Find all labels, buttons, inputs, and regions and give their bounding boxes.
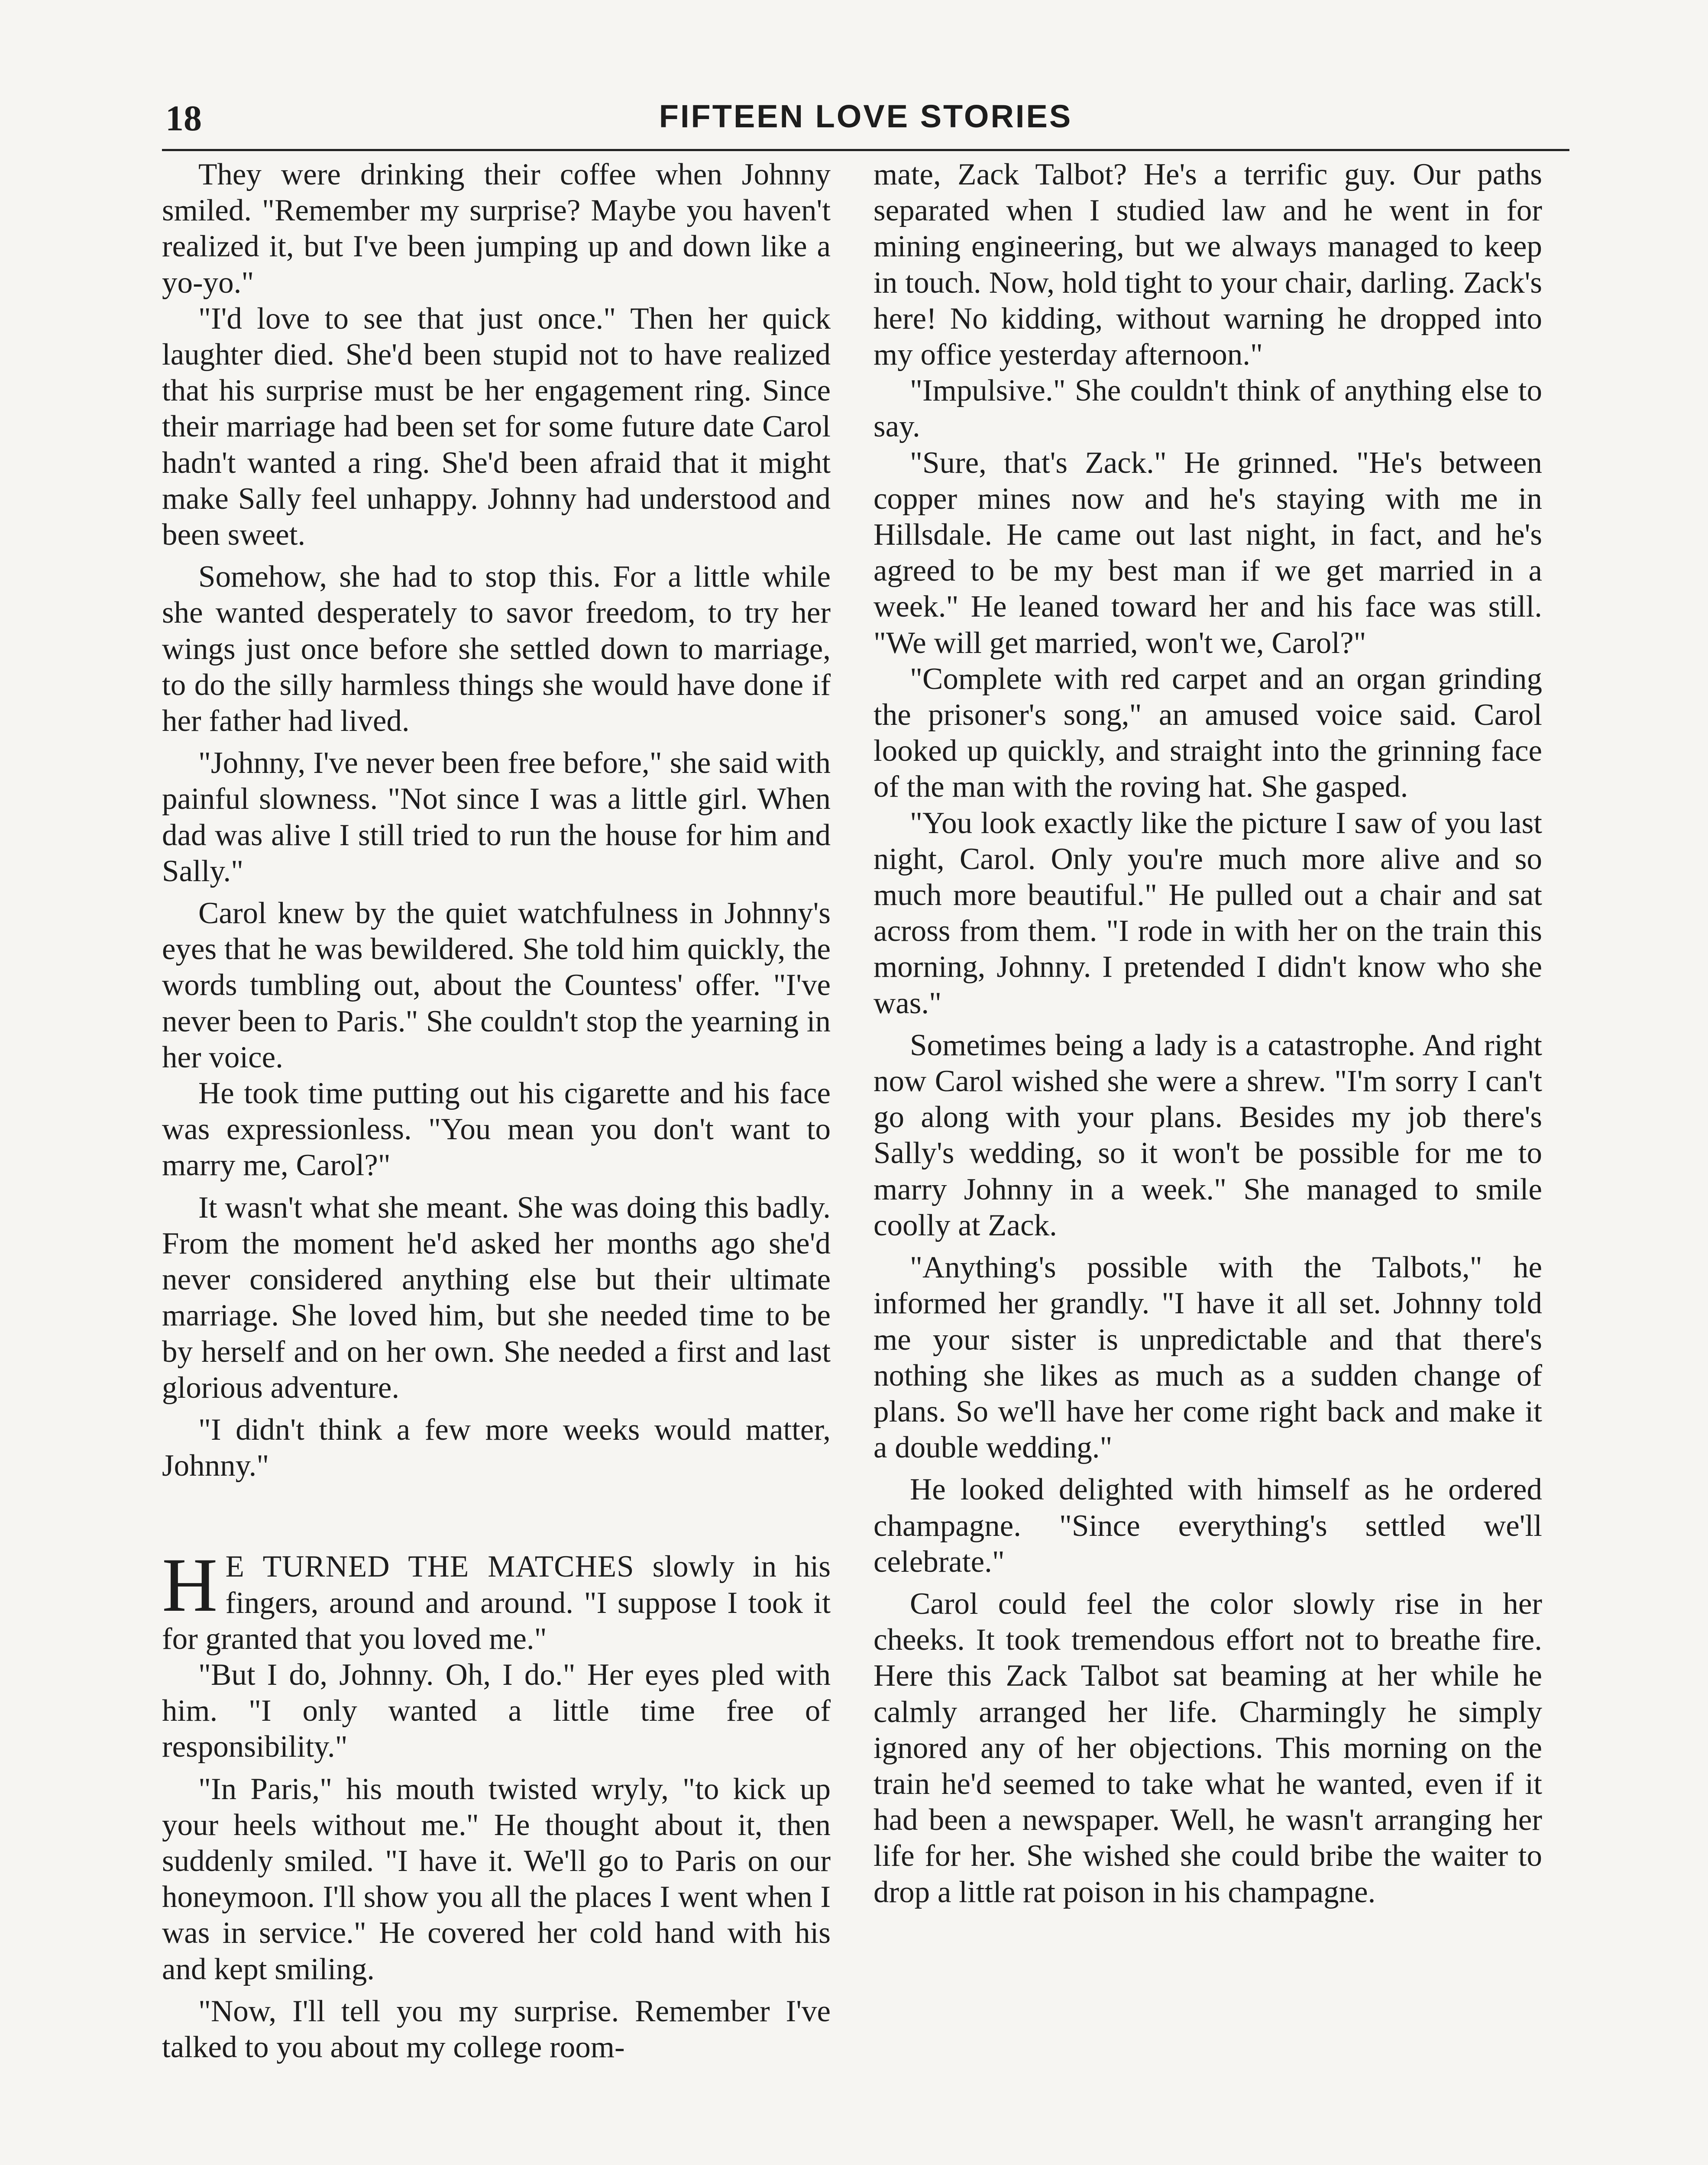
paragraph: "But I do, Johnny. Oh, I do." Her eyes pled with him. "I only wanted a little time free of responsibility.": [162, 1658, 831, 1764]
paragraph: He took time putting out his cigarette and his face was expressionless. "You mean you don't want to marry me, Carol?": [162, 1076, 831, 1183]
paragraph: Carol could feel the color slowly rise in her cheeks. It took tremendous effort not to breathe fire. Here this Zack Talbot sat beaming at her while he calmly arranged her life. Charmingly he simply ignored any of her objections. This morning on the train he'd seemed to take what he wanted, even if it had been a newspaper. Well, he wasn't arranging her life for her. She wished she could bribe the waiter to drop a little rat poison in his champagne.: [873, 1587, 1542, 1909]
paragraph: "Impulsive." She couldn't think of anything else to say.: [873, 374, 1542, 444]
paragraph: "I didn't think a few more weeks would matter, Johnny.": [162, 1412, 831, 1483]
paragraph: "Anything's possible with the Talbots," he informed her grandly. "I have it all set. Johnny told me your sister is unpredictable and that there's nothing she likes as much as a sudden change of plans. So we'll have her come right back and make it a double wedding.": [873, 1251, 1542, 1465]
right-column: [873, 157, 1542, 1910]
paragraph: Somehow, she had to stop this. For a little while she wanted desperately to savor freedom, to try her wings just once before she settled down to marriage, to do the silly harmless things she would have done if her father had lived.: [162, 560, 831, 738]
section-break: [162, 1484, 831, 1549]
paragraph: It wasn't what she meant. She was doing this badly. From the moment he'd asked her months ago she'd never considered anything else but their ultimate marriage. She loved him, but she needed time to be by herself and on her own. She needed a first and last glorious adventure.: [162, 1190, 831, 1405]
paragraph: "Sure, that's Zack." He grinned. "He's between copper mines now and he's staying with me in Hillsdale. He came out last night, in fact, and he's agreed to be my best man if we get married in a week." He leaned toward her and his face was still. "We will get married, won't we, Carol?": [873, 446, 1542, 660]
paragraph: Sometimes being a lady is a catastrophe. And right now Carol wished she were a shrew. "I'm sorry I can't go along with your plans. Besides my job there's Sally's wedding, so it won't be possible for me to marry Johnny in a week." She managed to smile coolly at Zack.: [873, 1028, 1542, 1242]
lead-in-caps: E TURNED THE MATCHES: [225, 1550, 634, 1584]
paragraph: "Complete with red carpet and an organ grinding the prisoner's song," an amused voice said. Carol looked up quickly, and straight into the grinning face of the man with the roving hat. She gasped.: [873, 662, 1542, 804]
paragraph-text: slowly in his fingers, around and around. "I suppose I took it for granted that you loved me.": [162, 1550, 831, 1656]
paragraph: "I'd love to see that just once." Then her quick laughter died. She'd been stupid not to have realized that his surprise must be her engagement ring. Since their marriage had been set for some future date Carol hadn't wanted a ring. She'd been afraid that it might make Sally feel unhappy. Johnny had understood and been sweet.: [162, 301, 831, 552]
paragraph: "Johnny, I've never been free before," she said with painful slowness. "Not since I was a little girl. When dad was alive I still tried to run the house for him and Sally.": [162, 746, 831, 888]
page-number: 18: [165, 98, 202, 139]
paragraph: Carol knew by the quiet watchfulness in Johnny's eyes that he was bewildered. She told him quickly, the words tumbling out, about the Countess' offer. "I've never been to Paris." She couldn't stop the yearning in her voice.: [162, 896, 831, 1074]
paragraph-continuation: mate, Zack Talbot? He's a terrific guy. Our paths separated when I studied law and he went in for mining engineering, but we always managed to keep in touch. Now, hold tight to your chair, darling. Zack's here! No kidding, without warning he dropped into my office yesterday afternoon.": [873, 158, 1542, 372]
paragraph: "In Paris," his mouth twisted wryly, "to kick up your heels without me." He thought about it, then suddenly smiled. "I have it. We'll go to Paris on our honeymoon. I'll show you all the places I went when I was in service." He covered her cold hand with his and kept smiling.: [162, 1772, 831, 1986]
paragraph: "You look exactly like the picture I saw of you last night, Carol. Only you're much more alive and so much more beautiful." He pulled out a chair and sat across from them. "I rode in with her on the train this morning, Johnny. I pretended I didn't know who she was.": [873, 806, 1542, 1020]
page-header: [162, 93, 1569, 151]
paragraph: "Now, I'll tell you my surprise. Remember I've talked to you about my college room-: [162, 1994, 831, 2064]
left-column: [162, 157, 831, 2065]
running-title: FIFTEEN LOVE STORIES: [659, 98, 1073, 134]
paragraph: He looked delighted with himself as he ordered champagne. "Since everything's settled we'll celebrate.": [873, 1473, 1542, 1579]
paragraph: They were drinking their coffee when Johnny smiled. "Remember my surprise? Maybe you haven't realized it, but I've been jumping up and down like a yo-yo.": [162, 158, 831, 300]
drop-cap: H: [162, 1542, 218, 1628]
section-opening-paragraph: [162, 1542, 831, 1657]
